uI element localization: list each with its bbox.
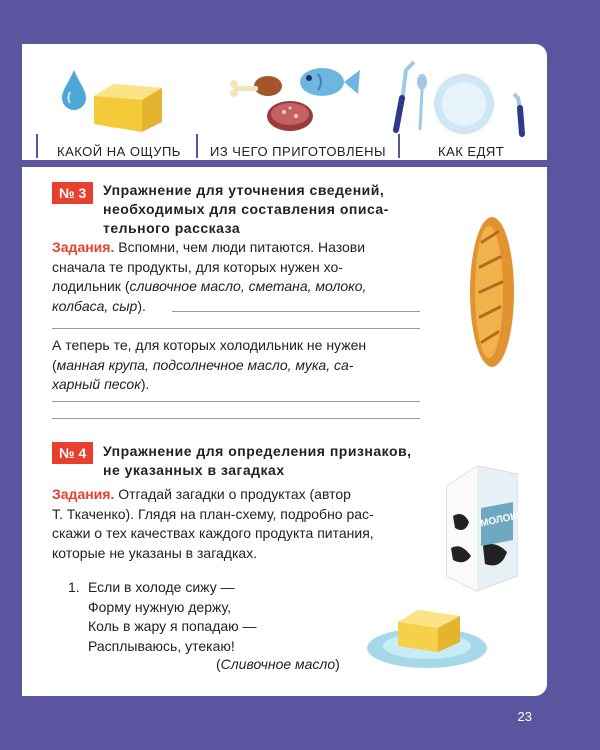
- header-illustrations: [22, 44, 547, 154]
- exercise-3-title: Упражнение для уточнения сведений, необходимых для составления описа- тельного рассказа: [103, 182, 389, 236]
- header-divider: [196, 134, 198, 158]
- exercise-3-task-2: А теперь те, для которых холодильник не нужен (манная крупа, подсолнечное масло, мука, са- харный песок).: [52, 337, 367, 392]
- butter-plate-illustration: [362, 592, 492, 672]
- fork-icon: [396, 62, 414, 130]
- column-label-made-of: ИЗ ЧЕГО ПРИГОТОВЛЕНЫ: [210, 144, 387, 159]
- header-divider: [36, 134, 38, 158]
- chicken-leg-icon: [230, 76, 282, 97]
- page: [22, 44, 547, 696]
- sausage-icon: [267, 101, 313, 131]
- poem: Если в холоде сижу — Форму нужную держу, Коль в жару я попадаю — Расплываюсь, утекаю!: [88, 579, 257, 654]
- exercise-4-title: Упражнение для определения признаков, не указанных в загадках: [103, 443, 412, 478]
- water-drop-icon: [62, 70, 86, 110]
- exercise-4-number: № 4: [52, 442, 93, 464]
- butter-icon: [94, 84, 162, 132]
- plate-icon: [434, 74, 494, 134]
- exercise-4-task: Задания. Отгадай загадки о продуктах (автор Т. Ткаченко). Глядя на план-схему, подробно рас- скажи о тех качествах каждого продукта питания, которые не указаны в загадках.: [52, 486, 374, 561]
- poem-number: 1.: [68, 579, 80, 595]
- answer-line[interactable]: [52, 418, 420, 419]
- answer-line[interactable]: [52, 401, 420, 402]
- knife-icon: [514, 94, 522, 134]
- fish-icon: [300, 68, 360, 96]
- bread-illustration: [462, 212, 522, 372]
- exercise-3-number: № 3: [52, 182, 93, 204]
- exercise-3-task: Задания. Вспомни, чем люди питаются. Назови сначала те продукты, для которых нужен хо- лодильник (сливочное масло, сметана, молоко, колбаса, сыр).: [52, 239, 367, 314]
- answer-line[interactable]: [172, 311, 420, 312]
- spoon-icon: [417, 74, 427, 130]
- column-label-how-eaten: КАК ЕДЯТ: [438, 144, 505, 159]
- header-divider: [398, 134, 400, 158]
- milk-label: МОЛОКО: [479, 509, 526, 530]
- poem-answer: (Сливочное масло): [216, 656, 340, 672]
- column-label-touch: КАКОЙ НА ОЩУПЬ: [57, 144, 181, 159]
- header-band: [22, 160, 547, 167]
- page-number: 23: [517, 709, 532, 724]
- answer-line[interactable]: [52, 328, 420, 329]
